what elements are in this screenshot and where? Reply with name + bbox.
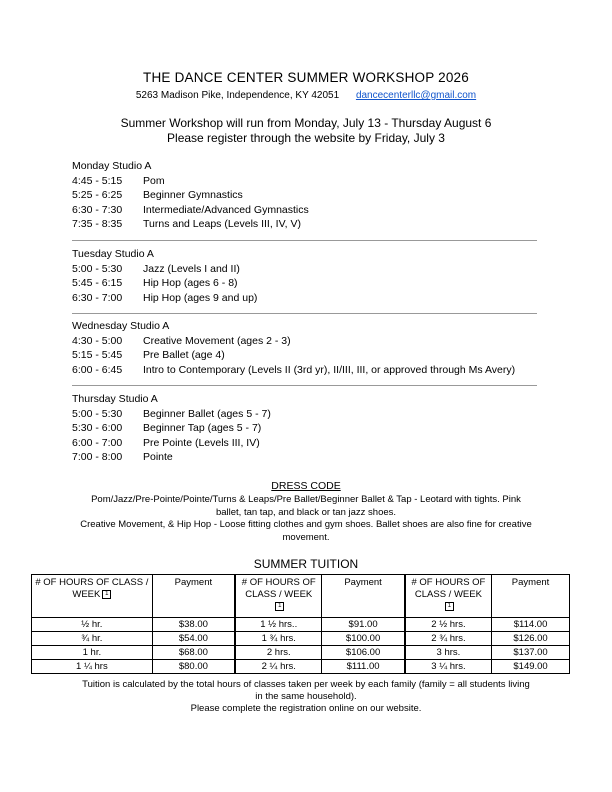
column-header: # OF HOURS OF CLASS / WEEK 1 [235, 575, 322, 618]
class-name: Beginner Ballet (ages 5 - 7) [143, 407, 271, 420]
address: 5263 Madison Pike, Independence, KY 42051 [135, 90, 340, 101]
table-cell: 2 hrs. [235, 646, 322, 660]
email-link[interactable]: dancecenterllc@gmail.com [355, 90, 477, 101]
table-cell: $111.00 [322, 660, 405, 674]
table-cell: 1 ½ hrs.. [235, 618, 322, 632]
table-cell: $68.00 [152, 646, 235, 660]
table-cell: 3 ¼ hrs. [405, 660, 492, 674]
class-time: 5:25 - 6:25 [72, 189, 123, 201]
footnote-icon: 1 [102, 590, 111, 599]
class-time: 5:15 - 5:45 [72, 349, 123, 361]
class-row [72, 348, 542, 363]
class-name: Intermediate/Advanced Gymnastics [143, 203, 309, 216]
dress-code-line: Creative Movement, & Hip Hop - Loose fitting clothes and gym shoes. Ballet shoes are also fine for creative movement. [80, 519, 532, 543]
class-time: 4:45 - 5:15 [72, 174, 123, 187]
class-time: 6:00 - 6:45 [72, 363, 123, 376]
column-header: Payment [322, 575, 405, 618]
class-row [72, 188, 542, 203]
table-row [32, 660, 570, 674]
table-cell: 2 ¾ hrs. [405, 632, 492, 646]
table-cell: $106.00 [322, 646, 405, 660]
table-cell: $54.00 [152, 632, 235, 646]
class-row [72, 203, 542, 218]
address-line [0, 90, 612, 101]
day-heading: Thursday Studio A [72, 393, 158, 405]
class-time: 6:00 - 7:00 [72, 436, 123, 449]
table-cell: $80.00 [152, 660, 235, 674]
class-row [72, 262, 542, 277]
class-name: Pointe [143, 451, 173, 463]
class-name: Turns and Leaps (Levels III, IV, V) [143, 218, 301, 230]
tuition-table [31, 574, 570, 674]
page-title: THE DANCE CENTER SUMMER WORKSHOP 2026 [143, 70, 469, 85]
class-name: Pre Ballet (age 4) [143, 349, 225, 361]
class-row [72, 421, 542, 436]
class-name: Pom [143, 174, 165, 187]
table-cell: $149.00 [492, 660, 570, 674]
class-name: Hip Hop (ages 9 and up) [143, 291, 258, 304]
footnote-icon: 1 [275, 602, 284, 611]
class-time: 5:30 - 6:00 [72, 422, 123, 434]
table-cell: 1 ¾ hrs. [235, 632, 322, 646]
table-row [32, 632, 570, 646]
intro [0, 116, 612, 146]
intro-register: Please register through the website by Friday, July 3 [167, 131, 445, 145]
class-time: 7:00 - 8:00 [72, 451, 123, 463]
footer-note [78, 679, 534, 715]
table-cell: 1 hr. [32, 646, 153, 660]
divider [72, 313, 537, 314]
class-name: Hip Hop (ages 6 - 8) [143, 277, 238, 289]
class-time: 4:30 - 5:00 [72, 334, 123, 347]
class-time: 7:35 - 8:35 [72, 218, 123, 230]
table-cell: ¾ hr. [32, 632, 153, 646]
class-row [72, 436, 542, 451]
class-name: Creative Movement (ages 2 - 3) [143, 334, 291, 347]
table-row [32, 646, 570, 660]
dress-code-text [78, 494, 534, 544]
class-row [72, 217, 542, 232]
footnote-icon: 1 [445, 602, 454, 611]
footer-line: Tuition is calculated by the total hours of classes taken per week by each family (family = all students living in the same household). [82, 679, 530, 702]
class-time: 6:30 - 7:00 [72, 291, 123, 304]
schedule-thursday [72, 392, 542, 465]
intro-dates: Summer Workshop will run from Monday, July 13 - Thursday August 6 [120, 116, 492, 130]
class-row [72, 276, 542, 291]
day-heading: Tuesday Studio A [72, 248, 154, 260]
day-heading: Wednesday Studio A [72, 320, 170, 332]
column-header: Payment [492, 575, 570, 618]
column-header: # OF HOURS OF CLASS / WEEK 1 [32, 575, 153, 618]
column-header: # OF HOURS OF CLASS / WEEK 1 [405, 575, 492, 618]
class-time: 5:00 - 5:30 [72, 407, 123, 420]
class-row [72, 450, 542, 465]
class-row [72, 334, 542, 349]
class-time: 5:00 - 5:30 [72, 262, 123, 275]
table-cell: $100.00 [322, 632, 405, 646]
table-header-row [32, 575, 570, 618]
dress-code-line: Pom/Jazz/Pre-Pointe/Pointe/Turns & Leaps/Pre Ballet/Beginner Ballet & Tap - Leotard with tights. Pink ballet, tan tap, and black or tan jazz shoes. [91, 494, 521, 518]
divider [72, 385, 537, 386]
class-name: Pre Pointe (Levels III, IV) [143, 436, 260, 449]
schedule-wednesday [72, 319, 542, 377]
class-time: 5:45 - 6:15 [72, 277, 123, 289]
class-row [72, 174, 542, 189]
table-cell: $91.00 [322, 618, 405, 632]
table-cell: $137.00 [492, 646, 570, 660]
class-name: Intro to Contemporary (Levels II (3rd yr), II/III, III, or approved through Ms Avery) [143, 363, 516, 376]
day-heading: Monday Studio A [72, 160, 152, 172]
table-cell: ½ hr. [32, 618, 153, 632]
table-cell: 3 hrs. [405, 646, 492, 660]
class-row [72, 363, 542, 378]
class-name: Jazz (Levels I and II) [143, 262, 240, 275]
divider [72, 240, 537, 241]
footer-line: Please complete the registration online on our website. [190, 703, 422, 714]
schedule-monday [72, 159, 542, 232]
table-cell: 2 ½ hrs. [405, 618, 492, 632]
table-cell: 1 ¼ hrs [32, 660, 153, 674]
class-row [72, 407, 542, 422]
table-cell: $38.00 [152, 618, 235, 632]
tuition-heading: SUMMER TUITION [253, 557, 359, 571]
schedule-tuesday [72, 247, 542, 305]
table-row [32, 618, 570, 632]
class-row [72, 291, 542, 306]
class-name: Beginner Gymnastics [143, 189, 243, 201]
class-name: Beginner Tap (ages 5 - 7) [143, 422, 262, 434]
table-cell: $126.00 [492, 632, 570, 646]
table-cell: 2 ¼ hrs. [235, 660, 322, 674]
class-time: 6:30 - 7:30 [72, 203, 123, 216]
dress-code-heading: DRESS CODE [271, 480, 341, 492]
table-cell: $114.00 [492, 618, 570, 632]
column-header: Payment [152, 575, 235, 618]
